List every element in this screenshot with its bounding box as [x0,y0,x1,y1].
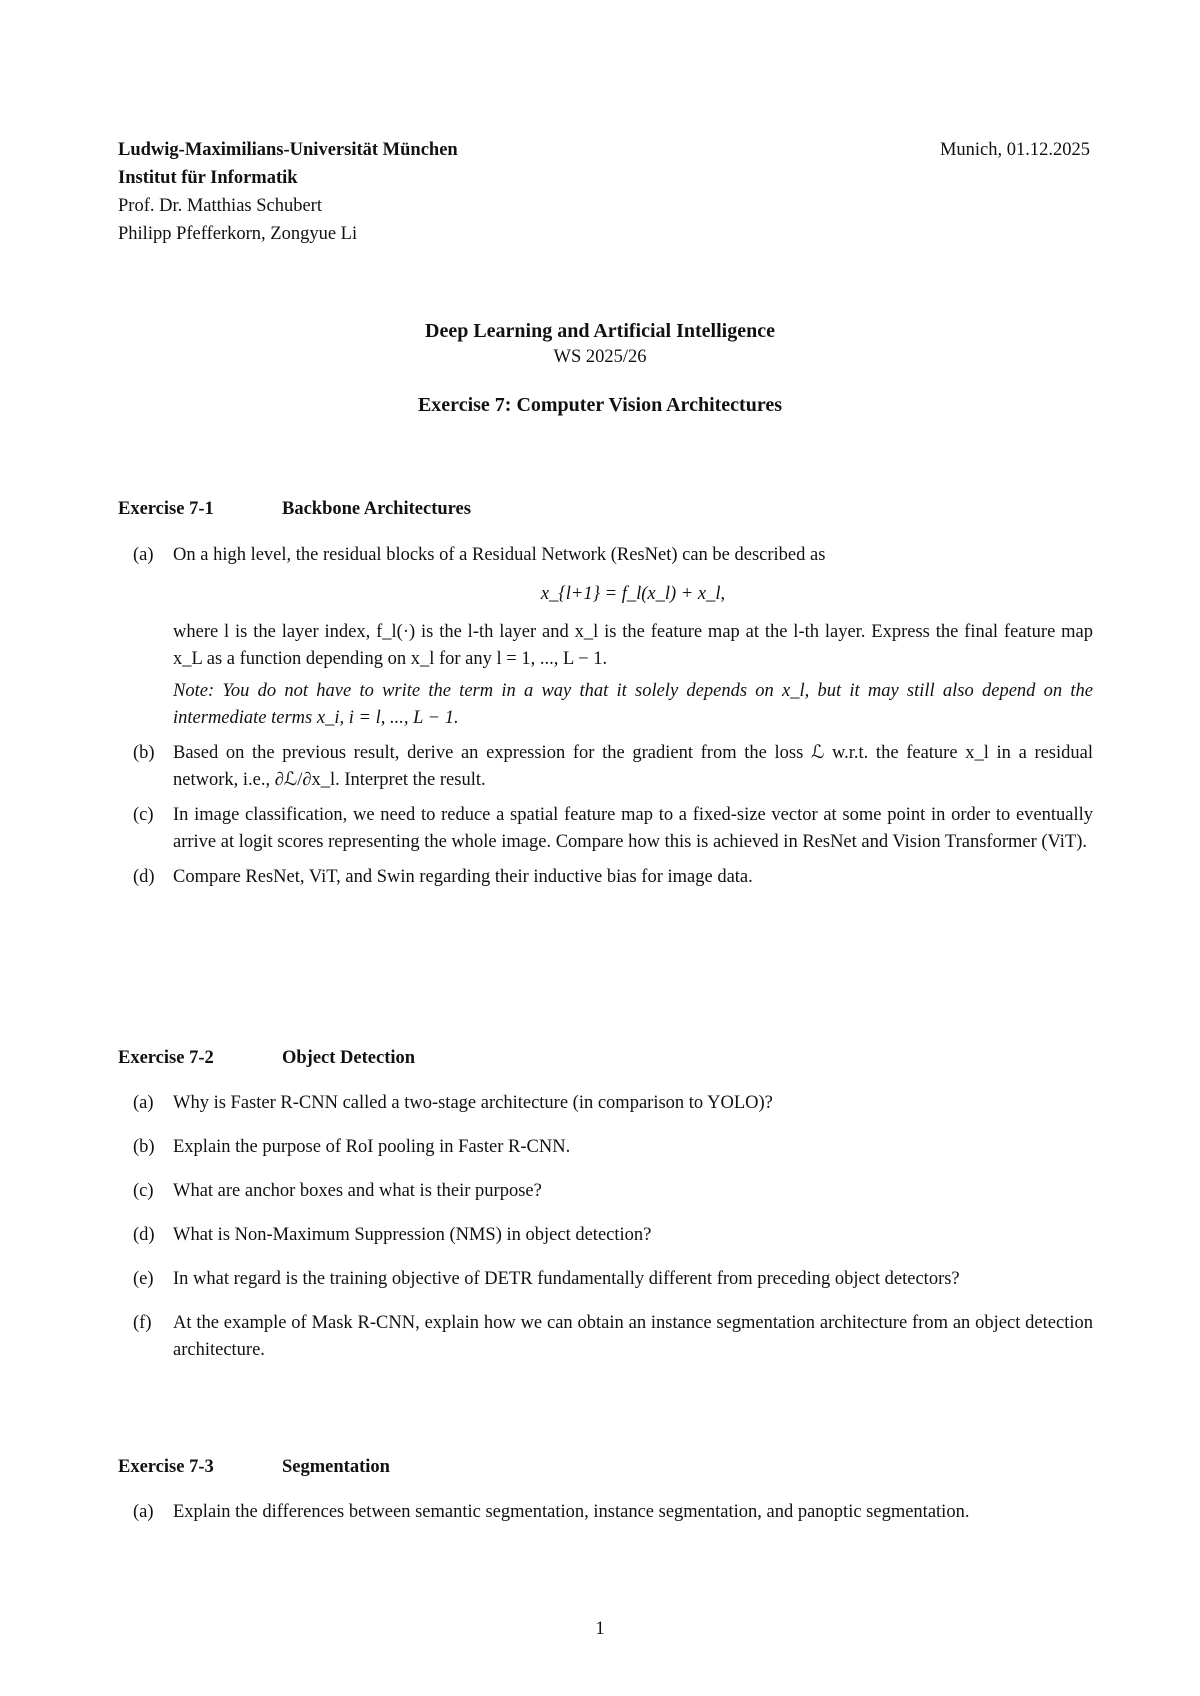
item-label: (d) [133,867,155,887]
item-text: In image classification, we need to reduce a spatial feature map to a fixed-size vector at some point in order to eventually arrive at logit scores representing the whole image. Compare how this is achieved in ResNet and Vision Transformer (ViT). [173,805,1093,852]
item-label: (a) [133,1093,154,1113]
question-7-2-f [133,1310,1093,1364]
item-label: (c) [133,805,154,825]
section-heading-7-3 [118,1454,390,1480]
assistants-names: Philipp Pfefferkorn, Zongyue Li [118,224,358,244]
section-number: Exercise 7-2 [118,1048,214,1068]
question-7-1-c [133,802,1093,856]
header-left [118,136,458,248]
question-7-2-e [133,1266,1093,1293]
section-title: Object Detection [282,1048,416,1068]
item-text: Based on the previous result, derive an expression for the gradient from the loss ℒ w.r.t. the feature x_l in a residual network, i.e., ∂ℒ/∂x_l. Interpret the result. [173,743,1093,790]
item-text: where l is the layer index, f_l(·) is the l-th layer and x_l is the feature map at the l-th layer. Express the [173,622,959,642]
question-7-2-d [133,1222,1093,1249]
item-label: (c) [133,1181,154,1201]
question-7-2-b [133,1134,1093,1161]
item-text: final feature map x_L as a function depending on x_l for any l = 1, ..., L − 1. [173,622,1093,669]
page-number: 1 [595,1619,605,1639]
question-7-2-c [133,1178,1093,1205]
item-text: At the example of Mask R-CNN, explain how we can obtain an instance segmentation architecture from an object detection architecture. [173,1313,1093,1360]
section-7-1-items [133,542,1093,891]
section-number: Exercise 7-1 [118,499,214,519]
semester: WS 2025/26 [553,347,647,367]
place-date: Munich, 01.12.2025 [939,140,1090,160]
section-7-3-items [133,1499,1093,1526]
item-label: (b) [133,743,155,763]
item-label: (a) [133,1502,154,1522]
item-text: In what regard is the training objective of DETR fundamentally different from preceding object detectors? [173,1269,960,1289]
university-name: Ludwig-Maximilians-Universität München [118,140,458,160]
item-text: Why is Faster R-CNN called a two-stage architecture (in comparison to YOLO)? [173,1093,773,1113]
item-text: Compare ResNet, ViT, and Swin regarding their inductive bias for image data. [173,867,753,887]
question-7-3-a [133,1499,1093,1526]
section-7-2-items [133,1090,1093,1364]
item-text: What are anchor boxes and what is their purpose? [173,1181,542,1201]
section-number: Exercise 7-3 [118,1457,214,1477]
item-label: (a) [133,545,154,565]
question-7-1-a-cont [133,619,1093,673]
item-label: (d) [133,1225,155,1245]
question-7-1-b [133,740,1093,794]
question-7-1-a [133,542,1093,569]
section-title: Segmentation [282,1457,390,1477]
institute-name: Institut für Informatik [118,168,298,188]
item-label: (e) [133,1269,154,1289]
item-text: Explain the purpose of RoI pooling in Faster R-CNN. [173,1137,571,1157]
item-text: What is Non-Maximum Suppression (NMS) in object detection? [173,1225,652,1245]
residual-formula: x_{l+1} = f_l(x_l) + x_l, [540,584,726,604]
item-text: Explain the differences between semantic segmentation, instance segmentation, and panoptic segmentation. [173,1502,970,1522]
section-heading-7-1 [118,496,471,522]
section-title: Backbone Architectures [282,499,471,519]
section-heading-7-2 [118,1045,415,1071]
question-7-1-d [133,864,1093,891]
professor-name: Prof. Dr. Matthias Schubert [118,196,322,216]
question-7-2-a [133,1090,1093,1117]
exercise-title: Exercise 7: Computer Vision Architectures [417,394,783,416]
item-label: (b) [133,1137,155,1157]
item-text: On a high level, the residual blocks of a Residual Network (ResNet) can be described as [173,545,826,565]
question-7-1-a-note: Note: You do not have to write the term in a way that it solely depends on x_l, but it may still also depend on the intermediate terms x_i, i = l, ..., L − 1. [173,681,1093,728]
course-title: Deep Learning and Artificial Intelligence [425,320,775,342]
item-label: (f) [133,1313,152,1333]
